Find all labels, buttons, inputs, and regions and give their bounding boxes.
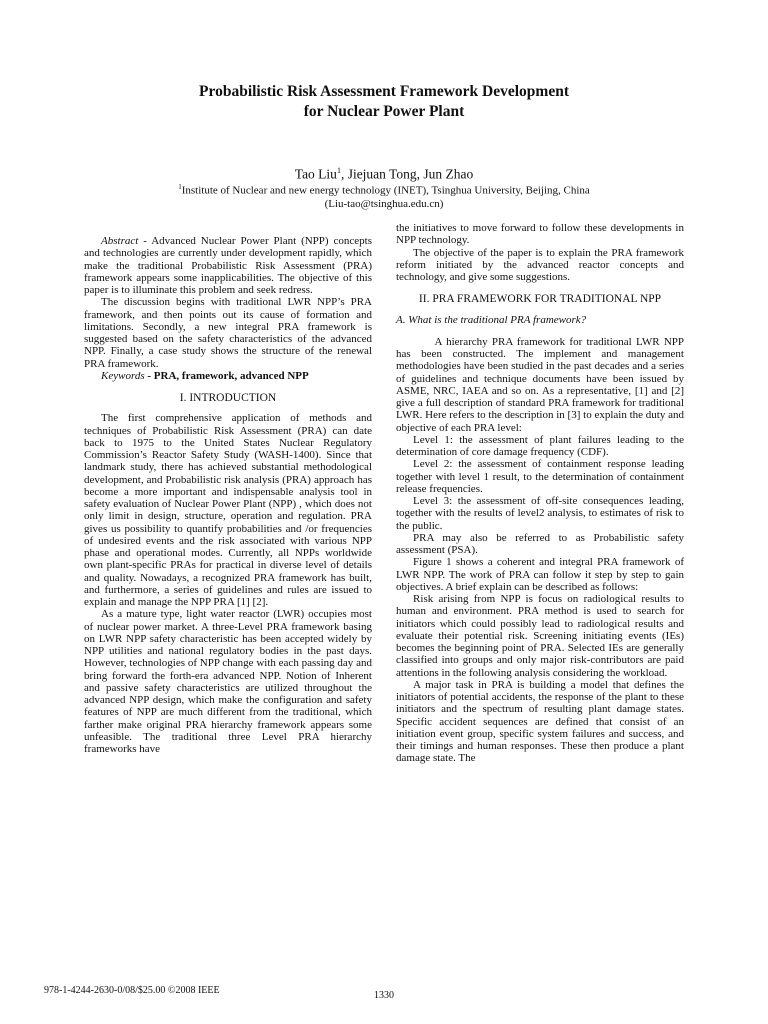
- abstract-paragraph: [84, 235, 372, 296]
- level-1-paragraph: Level 1: the assessment of plant failures leading to the determination of core damage frequency (CDF).: [396, 433, 684, 458]
- keywords-label: Keywords: [101, 369, 145, 382]
- left-column: [84, 235, 372, 755]
- keywords-text: - PRA, framework, advanced NPP: [144, 369, 309, 382]
- figure-1-paragraph: Figure 1 shows a coherent and integral PRA framework of LWR NPP. The work of PRA can follow it step by step to gain objectives. A brief explain can be described as follows:: [396, 556, 684, 593]
- abstract-paragraph-2: The discussion begins with traditional LWR NPP’s PRA framework, and then points out its cause of formation and limitations. Secondly, a new integral PRA framework is suggested based on the safety characteristics of the advanced NPP. Finally, a case study shows the structure of the renewal PRA framework.: [84, 296, 372, 370]
- psa-paragraph: PRA may also be referred to as Probabilistic safety assessment (PSA).: [396, 531, 684, 556]
- intro-paragraph-2: As a mature type, light water reactor (LWR) occupies most of nuclear power market. A three-Level PRA framework basing on LWR NPP safety characteristic has been accepted widely by NPP utilities and national regulatory bodies in the past days. However, technologies of NPP change with each passing day and bring forward the forth-era advanced NPP. Notion of Inherent and passive safety characteristics are utilized throughout the advanced NPP design, which make the configuration and safety features of NPP are much different from the traditional, which farther make original PRA hierarchy framework appears some unfeasible. The traditional three Level PRA hierarchy frameworks have: [84, 608, 372, 755]
- author-list: [100, 163, 668, 183]
- right-column: [396, 222, 684, 765]
- affiliation-mark: 1: [178, 183, 182, 191]
- affiliation-email: (Liu-tao@tsinghua.edu.cn): [324, 198, 444, 211]
- framework-paragraph-1: A hierarchy PRA framework for traditional LWR NPP has been constructed. The implement and management methodologies have been studied in the past decades and a series of guidelines and technique documents have been issued by ASME, NRC, IAEA and so on. As a representative, [1] and [2] give a full description of standard PRA framework for traditional LWR. Here refers to the description in [3] to explain the duty and objective of each PRA level:: [396, 335, 684, 434]
- author-affil-mark: 1: [336, 166, 341, 175]
- author-others: , Jiejuan Tong, Jun Zhao: [340, 166, 474, 182]
- abstract-label: Abstract: [101, 235, 139, 247]
- risk-paragraph: Risk arising from NPP is focus on radiological results to human and environment. PRA method is used to search for initiators which could possibly lead to radiological results and evaluate their potential risk. Screening initiating events (IEs) becomes the beginning point of PRA. Selected IEs are generally classified into groups and only major risk-contributors are paid attentions in the following analysis considering the workload.: [396, 593, 684, 679]
- section-heading-introduction: I. INTRODUCTION: [179, 392, 277, 404]
- keywords-line: [84, 370, 372, 382]
- author-first: Tao Liu: [294, 166, 337, 182]
- page-number: 1330: [374, 990, 394, 1001]
- abstract-text: - Advanced Nuclear Power Plant (NPP) concepts and technologies are currently under development rapidly, which make the traditional Probabilistic Risk Assessment (PRA) framework appears some inapplicabilities. The objective of this paper is to illuminate this problem and seek redress.: [84, 235, 372, 296]
- title-line-1: Probabilistic Risk Assessment Framework Development: [199, 83, 569, 100]
- affiliation-institution: Institute of Nuclear and new energy technology (INET), Tsinghua University, Beijing, China: [181, 184, 590, 197]
- subsection-heading: A. What is the traditional PRA framework?: [396, 313, 587, 326]
- title-line-2: for Nuclear Power Plant: [303, 103, 465, 120]
- copyright-notice: 978-1-4244-2630-0/08/$25.00 ©2008 IEEE: [44, 985, 220, 996]
- affiliation: [100, 181, 668, 212]
- section-heading-pra-framework: II. PRA FRAMEWORK FOR TRADITIONAL NPP: [418, 293, 662, 306]
- intro-paragraph-continued: the initiatives to move forward to follow these developments in NPP technology.: [396, 222, 684, 247]
- intro-paragraph-objective: The objective of the paper is to explain the PRA framework reform initiated by the advanced reactor concepts and technology, and give some suggestions.: [396, 246, 684, 283]
- level-2-paragraph: Level 2: the assessment of containment response leading together with level 1 result, to the determination of containment release frequencies.: [396, 458, 684, 495]
- level-3-paragraph: Level 3: the assessment of off-site consequences leading, together with the results of level2 analysis, to estimates of risk to the public.: [396, 495, 684, 532]
- paper-title: [100, 82, 668, 122]
- task-paragraph: A major task in PRA is building a model that defines the initiators of potential accidents, the response of the plant to these initiators and the spectrum of resulting plant damage states. Specific accident sequences are defined that consist of an initiation event group, specific system failures and success, and their timings and human responses. These then produce a plant damage state. The: [396, 678, 684, 765]
- intro-paragraph-1: The first comprehensive application of methods and techniques of Probabilistic Risk Assessment (PRA) can date back to 1975 to the United States Nuclear Regulatory Commission’s Reactor Safety Study (WASH-1400). Since that landmark study, there has achieved substantial methodological development, and Probabilistic risk analysis (PRA) approach has become a more important and indispensable analysis tool in safety evaluation of Nuclear Power Plant (NPP) , which does not only limit in design, structure, operation and regulation. PRA gives us possibility to quantify probabilities and /or frequencies of undesired events and the risk associated with various NPP phase and operational modes. Currently, all NPPs worldwide own plant-specific PRAs for practical in diverse level of details and quality. Nowadays, a recognized PRA framework has built, and furthermore, a series of guidelines and rules are issued to explain and manage the NPP PRA [1] [2].: [84, 412, 372, 608]
